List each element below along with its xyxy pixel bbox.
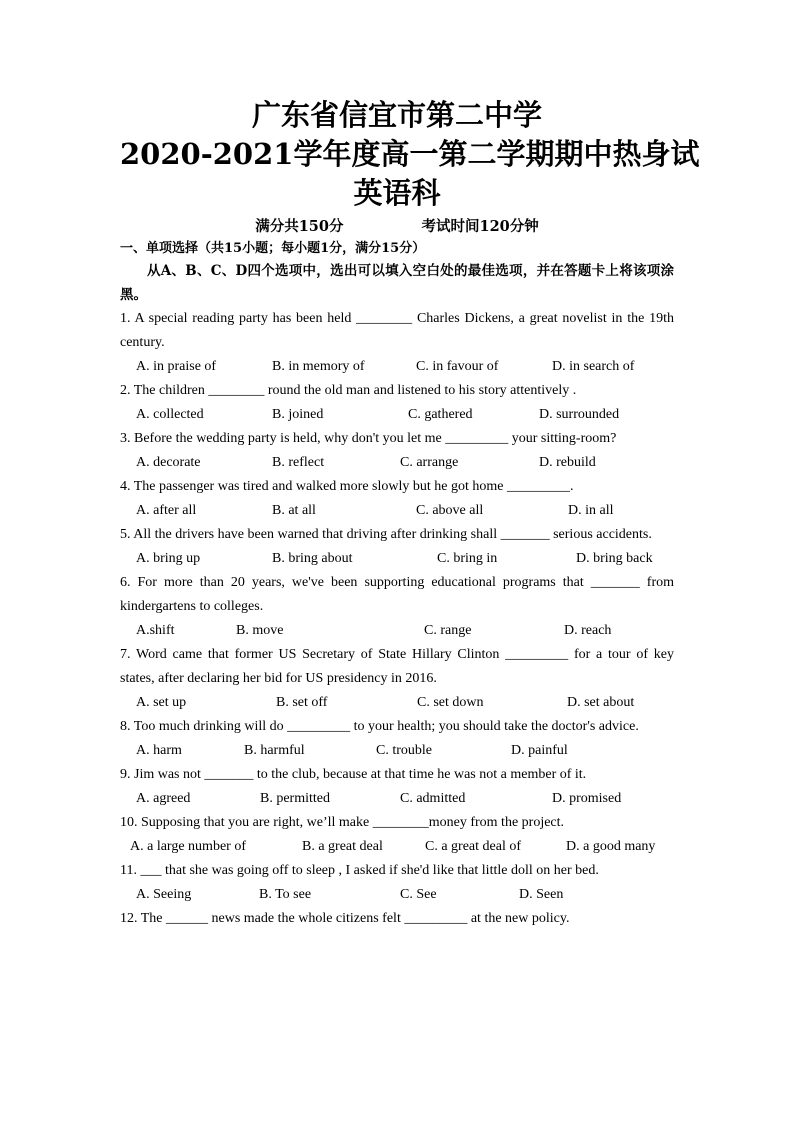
option-b: B. bring about	[272, 551, 353, 566]
option-a: A. agreed	[136, 791, 191, 806]
option-row	[120, 835, 674, 859]
option-a: A. collected	[136, 407, 204, 422]
option-c: C. gathered	[408, 407, 473, 422]
option-d: D. Seen	[519, 887, 564, 902]
question-7	[120, 643, 674, 715]
option-b: B. permitted	[260, 791, 330, 806]
option-row	[120, 451, 674, 475]
option-b: B. in memory of	[272, 359, 365, 374]
option-b: B. harmful	[244, 743, 305, 758]
option-c: C. arrange	[400, 455, 459, 470]
exam-time: 考试时间120分钟	[421, 218, 539, 235]
option-row	[120, 739, 674, 763]
question-6	[120, 571, 674, 643]
option-b: B. joined	[272, 407, 324, 422]
question-stem: 6. For more than 20 years, we've been supporting educational programs that _______ from kindergartens to colleges.	[120, 575, 674, 614]
question-stem: 3. Before the wedding party is held, why don't you let me _________ your sitting-room?	[120, 431, 617, 446]
question-stem: 11. ___ that she was going off to sleep , I asked if she'd like that little doll on her bed.	[120, 863, 599, 878]
option-d: D. promised	[552, 791, 622, 806]
option-c: C. admitted	[400, 791, 466, 806]
option-row	[120, 883, 674, 907]
option-row	[120, 547, 674, 571]
school-title: 广东省信宜市第二中学	[251, 98, 542, 132]
option-c: C. set down	[417, 695, 484, 710]
section-title: 一、单项选择（共15小题；每小题1分，满分15分）	[120, 241, 426, 256]
option-d: D. a good many	[566, 839, 656, 854]
option-d: D. painful	[511, 743, 568, 758]
option-c: C. See	[400, 887, 437, 902]
option-row	[120, 499, 674, 523]
question-stem: 4. The passenger was tired and walked more slowly but he got home _________.	[120, 479, 574, 494]
question-3	[120, 427, 674, 475]
option-a: A. Seeing	[136, 887, 192, 902]
option-b: B. move	[236, 623, 284, 638]
question-5	[120, 523, 674, 571]
option-a: A. harm	[136, 743, 182, 758]
option-d: D. reach	[564, 623, 612, 638]
option-row	[120, 403, 674, 427]
option-d: D. in all	[568, 503, 614, 518]
question-1	[120, 307, 674, 379]
question-stem: 7. Word came that former US Secretary of State Hillary Clinton _________ for a tour of key states, after declaring her bid for US presidency in 2016.	[120, 647, 674, 686]
option-b: B. a great deal	[302, 839, 383, 854]
option-d: D. set about	[567, 695, 635, 710]
section-instruction: 从A、B、C、D四个选项中，选出可以填入空白处的最佳选项，并在答题卡上将该项涂黑。	[120, 263, 674, 303]
option-c: C. a great deal of	[425, 839, 522, 854]
option-b: B. To see	[259, 887, 312, 902]
question-10	[120, 811, 674, 859]
option-c: C. trouble	[376, 743, 432, 758]
option-b: B. at all	[272, 503, 316, 518]
exam-title: 2020-2021学年度高一第二学期期中热身试	[120, 137, 700, 171]
option-a: A. in praise of	[136, 359, 217, 374]
option-c: C. in favour of	[416, 359, 499, 374]
question-stem: 5. All the drivers have been warned that driving after drinking shall _______ serious accidents.	[120, 527, 652, 542]
question-9	[120, 763, 674, 811]
option-b: B. reflect	[272, 455, 325, 470]
option-a: A. after all	[136, 503, 197, 518]
option-c: C. bring in	[437, 551, 498, 566]
option-d: D. bring back	[576, 551, 653, 566]
option-row	[120, 787, 674, 811]
question-stem: 2. The children ________ round the old man and listened to his story attentively .	[120, 383, 577, 398]
exam-info	[120, 216, 674, 238]
option-d: D. rebuild	[539, 455, 596, 470]
option-c: C. range	[424, 623, 472, 638]
question-stem: 12. The ______ news made the whole citizens felt _________ at the new policy.	[120, 911, 570, 926]
option-a: A. bring up	[136, 551, 201, 566]
question-4	[120, 475, 674, 523]
question-stem: 8. Too much drinking will do _________ to your health; you should take the doctor's advice.	[120, 719, 639, 734]
option-d: D. surrounded	[539, 407, 620, 422]
option-a: A. decorate	[136, 455, 201, 470]
question-stem: 10. Supposing that you are right, we’ll make ________money from the project.	[120, 815, 565, 830]
option-c: C. above all	[416, 503, 484, 518]
subject-title: 英语科	[353, 176, 441, 210]
question-list	[120, 307, 674, 931]
option-a: A. set up	[136, 695, 187, 710]
question-2	[120, 379, 674, 427]
option-d: D. in search of	[552, 359, 635, 374]
question-stem: 1. A special reading party has been held ________ Charles Dickens, a great novelist in the 19th century.	[120, 311, 674, 350]
question-8	[120, 715, 674, 763]
option-a: A.shift	[136, 623, 175, 638]
question-stem: 9. Jim was not _______ to the club, because at that time he was not a member of it.	[120, 767, 587, 782]
option-b: B. set off	[276, 695, 328, 710]
option-row	[120, 691, 674, 715]
option-row	[120, 619, 674, 643]
full-marks: 满分共150分	[255, 218, 344, 235]
option-row	[120, 355, 674, 379]
exam-page	[120, 96, 700, 931]
option-a: A. a large number of	[130, 839, 246, 854]
question-11	[120, 859, 674, 907]
question-12	[120, 907, 674, 931]
